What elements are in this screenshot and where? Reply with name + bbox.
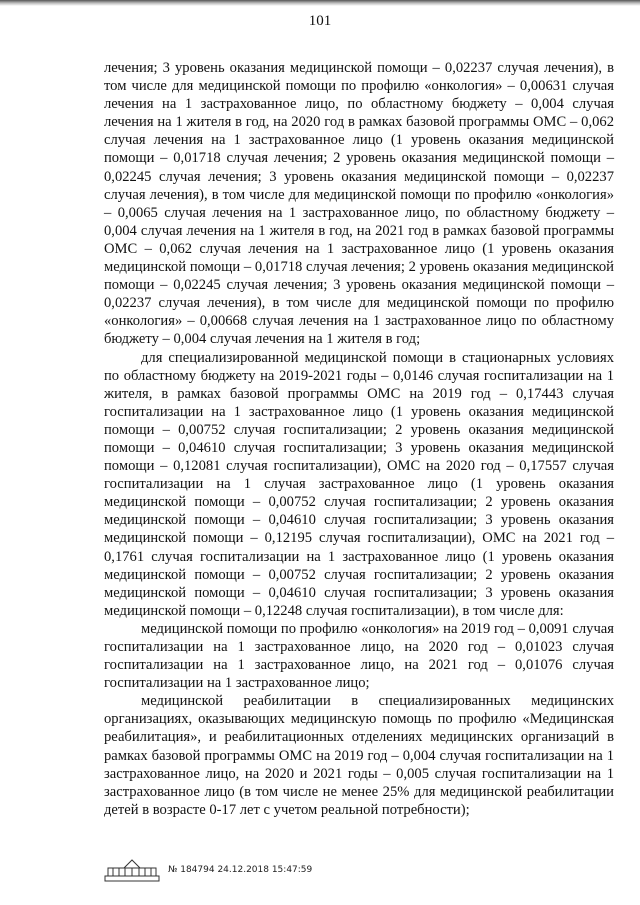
stamp-number: № 184794 24.12.2018 15:47:59 bbox=[168, 865, 313, 875]
building-emblem-icon bbox=[104, 858, 160, 882]
registration-stamp bbox=[104, 858, 312, 882]
scan-edge bbox=[0, 0, 640, 6]
paragraph-1: лечения; 3 уровень оказания медицинской помощи – 0,02237 случая лечения), в том числе для медицинской помощи по профилю «онкология» – 0,00631 случая лечения на 1 застрахованное лицо, по областному бюджету – 0,004 случая лечения на 1 жителя в год, на 2020 год в рамках базовой программы ОМС – 0,062 случая лечения на 1 застрахованное лицо (1 уровень оказания медицинской помощи – 0,01718 случая лечения; 2 уровень оказания медицинской помощи – 0,02245 случая лечения; 3 уровень оказания медицинской помощи – 0,02237 случая лечения), в том числе для медицинской помощи по профилю «онкология» – 0,0065 случая лечения на 1 застрахованное лицо, по областному бюджету – 0,004 случая лечения на 1 жителя в год, на 2021 год в рамках базовой программы ОМС – 0,062 случая лечения на 1 застрахованное лицо (1 уровень оказания медицинской помощи – 0,01718 случая лечения; 2 уровень оказания медицинской помощи – 0,02245 случая лечения; 3 уровень оказания медицинской помощи – 0,02237 случая лечения), в том числе для медицинской помощи по профилю «онкология» – 0,00668 случая лечения на 1 застрахованное лицо по областному бюджету – 0,004 случая лечения на 1 жителя в год; bbox=[104, 60, 614, 348]
paragraph-3: медицинской помощи по профилю «онкология» на 2019 год – 0,0091 случая госпитализации на 1 застрахованное лицо, на 2020 год – 0,01023 случая госпитализации на 1 застрахованное лицо, на 2021 год – 0,01076 случая госпитализации на 1 застрахованное лицо; bbox=[104, 620, 614, 692]
paragraph-4: медицинской реабилитации в специализированных медицинских организациях, оказывающих медицинскую помощь по профилю «Медицинская реабилитация», и реабилитационных отделениях медицинских организаций в рамках базовой программы ОМС на 2019 год – 0,004 случая госпитализации на 1 застрахованное лицо, на 2020 и 2021 годы – 0,005 случая госпитализации на 1 застрахованное лицо (в том числе не менее 25% для медицинской реабилитации детей в возрасте 0-17 лет с учетом реальной потребности); bbox=[104, 693, 614, 818]
paragraph-2: для специализированной медицинской помощи в стационарных условиях по областному бюджету на 2019-2021 годы – 0,0146 случая госпитализации на 1 жителя, в рамках базовой программы ОМС на 2019 год – 0,17443 случая госпитализации на 1 застрахованное лицо (1 уровень оказания медицинской помощи – 0,00752 случая госпитализации; 2 уровень оказания медицинской помощи – 0,04610 случая госпитализации; 3 уровень оказания медицинской помощи – 0,12081 случая госпитализации), ОМС на 2020 год – 0,17557 случая госпитализации на 1 случая застрахованное лицо (1 уровень оказания медицинской помощи – 0,00752 случая госпитализации; 2 уровень оказания медицинской помощи – 0,04610 случая госпитализации; 3 уровень оказания медицинской помощи – 0,12195 случая госпитализации), ОМС на 2021 год – 0,1761 случая госпитализации на 1 застрахованное лицо (1 уровень оказания медицинской помощи – 0,00752 случая госпитализации; 2 уровень оказания медицинской помощи – 0,04610 случая госпитализации; 3 уровень оказания медицинской помощи – 0,12248 случая госпитализации), в том числе для: bbox=[104, 349, 614, 619]
page-number: 101 bbox=[308, 13, 332, 29]
document-body bbox=[104, 59, 614, 819]
